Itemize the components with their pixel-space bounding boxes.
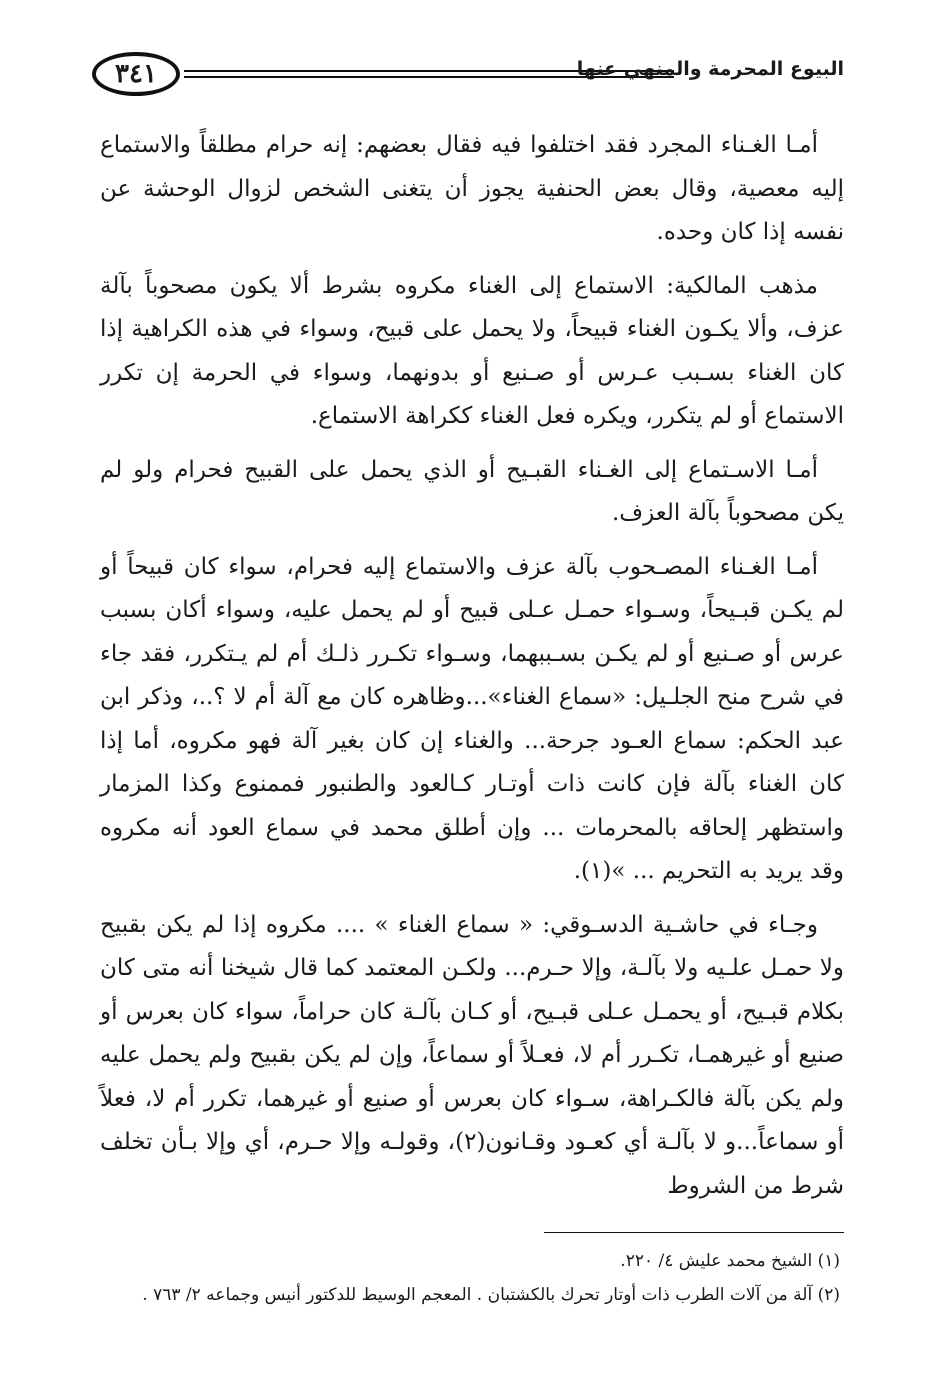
footnotes <box>100 1244 844 1312</box>
paragraph: أمـا الاسـتماع إلى الغـناء القبـيح أو الذي يحمل على القبيح فحرام ولو لم يكن مصحوباً بآلة العزف. <box>100 456 844 526</box>
footnote: (٢) آلة من آلات الطرب ذات أوتار تحرك بالكشتبان . المعجم الوسيط للدكتور أنيس وجماعه ٢/ ٧٦٣ . <box>142 1285 840 1305</box>
main-text <box>100 124 844 1218</box>
paragraph: أمـا الغـناء المصـحوب بآلة عزف والاستماع إليه فحرام، سواء كان قبيحاً أو لم يكـن قبـيحاً، وسـواء حمـل عـلى قبيح أو لم يحمل عليه، وسواء أكان بسبب عرس أو صـنيع أو لم يكـن بسـببهما، وسـواء تكـرر ذلـك أم لم يـتكرر، فقد جاء في شرح منح الجلـيل: «سماع الغناء»...وظاهره كان مع آلة أم لا ؟..، وذكر ابن عبد الحكم: سماع العـود جرحة... والغناء إن كان بغير آلة فهو مكروه، أما إذا كان الغناء بآلة فإن كانت ذات أوتـار كـالعود والطنبور فممنوع وكذا المزمار واستظهر إلحاقه بالمحرمات ... وإن أطلق محمد في سماع العود أنه مكروه وقد يريد به التحريم ... »(١). <box>100 553 844 884</box>
footnote-separator <box>544 1232 844 1233</box>
page-number: ٣٤١ <box>92 52 180 96</box>
paragraph: وجـاء في حاشـية الدسـوقي: « سماع الغناء » .... مكروه إذا لم يكن بقبيح ولا حمـل علـيه ولا بآلـة، وإلا حـرم... ولكـن المعتمد كما قال شيخنا أنه متى كان بكلام قبـيح، أو يحمـل عـلى قبـيح، أو كـان بآلـة كان حراماً، سواء كان بعرس أو صنيع أو غيرهمـا، تكـرر أم لا، فعـلاً أو سماعاً، وإن لم يكن بقبيح ولم يحمل عليه ولم يكن بآلة فالكـراهة، سـواء كان بعرس أو صنيع أو غيرهما، تكرر أم لا، فعلاً أو سماعاً...و لا بآلـة أي كعـود وقـانون(٢)، وقولـه وإلا حـرم، أي وإلا بـأن تخلف شرط من الشروط <box>100 911 845 1199</box>
paragraph: أمـا الغـناء المجرد فقد اختلفوا فيه فقال بعضهم: إنه حرام مطلقاً والاستماع إليه معصية، وقال بعض الحنفية يجوز أن يتغنى الشخص لزوال الوحشة عن نفسه إذا كان وحده. <box>100 132 844 245</box>
running-title: البيوع المحرمة والمنهي عنها <box>576 58 844 80</box>
page-header <box>92 52 844 104</box>
footnote: (١) الشيخ محمد عليش ٤/ ٢٢٠. <box>620 1251 840 1271</box>
paragraph: مذهب المالكية: الاستماع إلى الغناء مكروه بشرط ألا يكون مصحوباً بآلة عزف، وألا يكـون الغناء قبيحاً، ولا يحمل على قبيح، وسواء في هذه الكراهية إذا كان الغناء بسـبب عـرس أو صـنيع أو بدونهما، وسواء في الحرمة إن تكرر الاستماع أو لم يتكرر، ويكره فعل الغناء ككراهة الاستماع. <box>100 272 844 429</box>
